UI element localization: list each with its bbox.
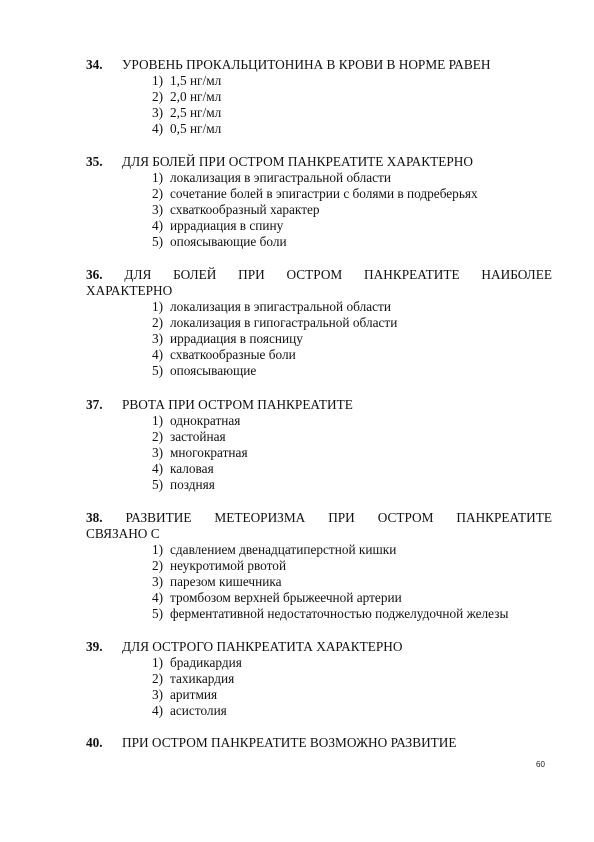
option-text: застойная xyxy=(170,429,226,444)
page-number: 60 xyxy=(536,760,545,769)
question-heading xyxy=(86,57,552,73)
option-text: асистолия xyxy=(170,703,227,718)
option-number: 2) xyxy=(152,315,164,330)
answer-option xyxy=(152,73,552,89)
answer-option xyxy=(152,687,552,703)
answer-option xyxy=(152,202,552,218)
option-number: 4) xyxy=(152,461,164,476)
question-heading xyxy=(86,267,552,283)
question-38 xyxy=(86,510,552,622)
option-number: 1) xyxy=(152,655,164,670)
option-number: 2) xyxy=(152,186,164,201)
question-number: 40. xyxy=(86,735,103,750)
option-number: 4) xyxy=(152,590,164,605)
question-35 xyxy=(86,154,552,250)
option-text: аритмия xyxy=(170,687,218,702)
option-text: сочетание болей в эпигастрии с болями в подреберьях xyxy=(170,186,478,201)
answer-option xyxy=(152,574,552,590)
question-word: БОЛЕЙ xyxy=(173,267,217,282)
question-text: ДЛЯ БОЛЕЙ ПРИ ОСТРОМ ПАНКРЕАТИТЕ ХАРАКТЕРНО xyxy=(122,154,473,169)
option-text: поздняя xyxy=(170,477,215,492)
option-number: 5) xyxy=(152,477,164,492)
question-word: РАЗВИТИЕ xyxy=(125,510,192,525)
option-text: парезом кишечника xyxy=(170,574,282,589)
option-text: неукротимой рвотой xyxy=(170,558,287,573)
question-text-continuation: СВЯЗАНО С xyxy=(86,526,160,541)
answer-options xyxy=(86,170,552,250)
question-heading xyxy=(86,735,552,751)
option-number: 1) xyxy=(152,299,164,314)
answer-option xyxy=(152,413,552,429)
option-text: схваткообразные боли xyxy=(170,347,296,362)
option-number: 1) xyxy=(152,542,164,557)
question-word: ПРИ xyxy=(238,267,265,282)
question-number: 35. xyxy=(86,154,103,169)
question-text: УРОВЕНЬ ПРОКАЛЬЦИТОНИНА В КРОВИ В НОРМЕ РАВЕН xyxy=(122,57,491,72)
option-number: 4) xyxy=(152,703,164,718)
question-text: ДЛЯ ОСТРОГО ПАНКРЕАТИТА ХАРАКТЕРНО xyxy=(122,639,403,654)
answer-option xyxy=(152,477,552,493)
option-text: каловая xyxy=(170,461,214,476)
answer-option xyxy=(152,558,552,574)
option-text: опоясывающие xyxy=(170,363,257,378)
question-word: НАИБОЛЕЕ xyxy=(481,267,552,282)
answer-options xyxy=(86,413,552,493)
option-text: 2,0 нг/мл xyxy=(170,89,222,104)
question-word: ОСТРОМ xyxy=(286,267,343,282)
answer-options xyxy=(86,73,552,137)
option-text: многократная xyxy=(170,445,248,460)
option-text: локализация в гипогастральной области xyxy=(170,315,398,330)
answer-option xyxy=(152,429,552,445)
question-heading xyxy=(86,639,552,655)
question-number: 34. xyxy=(86,57,103,72)
question-word: ДЛЯ xyxy=(124,267,152,282)
answer-option xyxy=(152,655,552,671)
question-text: ПРИ ОСТРОМ ПАНКРЕАТИТЕ ВОЗМОЖНО РАЗВИТИЕ xyxy=(122,735,457,750)
answer-option xyxy=(152,331,552,347)
option-number: 3) xyxy=(152,202,164,217)
answer-option xyxy=(152,671,552,687)
option-number: 3) xyxy=(152,445,164,460)
option-number: 1) xyxy=(152,413,164,428)
option-number: 3) xyxy=(152,105,164,120)
option-number: 4) xyxy=(152,218,164,233)
option-text: опоясывающие боли xyxy=(170,234,287,249)
question-word: ОСТРОМ xyxy=(377,510,434,525)
option-number: 2) xyxy=(152,671,164,686)
option-number: 4) xyxy=(152,121,164,136)
answer-option xyxy=(152,186,552,202)
option-number: 3) xyxy=(152,574,164,589)
option-text: локализация в эпигастральной области xyxy=(170,299,391,314)
answer-options xyxy=(86,542,552,622)
answer-option xyxy=(152,121,552,137)
option-text: тахикардия xyxy=(170,671,235,686)
question-word: МЕТЕОРИЗМА xyxy=(214,510,306,525)
answer-option xyxy=(152,606,552,622)
question-37 xyxy=(86,397,552,493)
answer-options xyxy=(86,299,552,379)
answer-option xyxy=(152,170,552,186)
answer-option xyxy=(152,590,552,606)
option-text: однократная xyxy=(170,413,241,428)
answer-option xyxy=(152,218,552,234)
answer-option xyxy=(152,234,552,250)
question-word: ПАНКРЕАТИТЕ xyxy=(364,267,460,282)
question-text-continuation: ХАРАКТЕРНО xyxy=(86,283,173,298)
question-39 xyxy=(86,639,552,719)
question-word: ПРИ xyxy=(328,510,355,525)
answer-option xyxy=(152,299,552,315)
option-text: 0,5 нг/мл xyxy=(170,121,222,136)
option-text: сдавлением двенадцатиперстной кишки xyxy=(170,542,397,557)
question-number: 36. xyxy=(86,267,103,282)
question-heading xyxy=(86,510,552,526)
option-number: 2) xyxy=(152,89,164,104)
question-34 xyxy=(86,57,552,137)
option-text: схваткообразный характер xyxy=(170,202,320,217)
answer-option xyxy=(152,105,552,121)
question-40 xyxy=(86,735,552,751)
answer-option xyxy=(152,703,552,719)
option-number: 5) xyxy=(152,606,164,621)
answer-option xyxy=(152,542,552,558)
option-text: тромбозом верхней брыжеечной артерии xyxy=(170,590,402,605)
option-text: брадикардия xyxy=(170,655,242,670)
answer-option xyxy=(152,445,552,461)
question-number: 37. xyxy=(86,397,103,412)
question-text: РВОТА ПРИ ОСТРОМ ПАНКРЕАТИТЕ xyxy=(122,397,353,412)
option-text: ферментативной недостаточностью поджелудочной железы xyxy=(170,606,509,621)
option-number: 2) xyxy=(152,558,164,573)
question-heading xyxy=(86,154,552,170)
answer-option xyxy=(152,347,552,363)
answer-option xyxy=(152,461,552,477)
option-text: иррадиация в спину xyxy=(170,218,284,233)
option-text: 1,5 нг/мл xyxy=(170,73,222,88)
answer-options xyxy=(86,655,552,719)
option-number: 1) xyxy=(152,170,164,185)
option-number: 5) xyxy=(152,234,164,249)
option-number: 2) xyxy=(152,429,164,444)
option-number: 1) xyxy=(152,73,164,88)
option-number: 5) xyxy=(152,363,164,378)
option-text: 2,5 нг/мл xyxy=(170,105,222,120)
question-word: ПАНКРЕАТИТЕ xyxy=(456,510,552,525)
question-heading xyxy=(86,397,552,413)
option-number: 4) xyxy=(152,347,164,362)
answer-option xyxy=(152,363,552,379)
question-36 xyxy=(86,267,552,379)
answer-option xyxy=(152,315,552,331)
option-text: локализация в эпигастральной области xyxy=(170,170,391,185)
option-number: 3) xyxy=(152,331,164,346)
option-number: 3) xyxy=(152,687,164,702)
answer-option xyxy=(152,89,552,105)
question-number: 38. xyxy=(86,510,103,525)
option-text: иррадиация в поясницу xyxy=(170,331,303,346)
question-number: 39. xyxy=(86,639,103,654)
